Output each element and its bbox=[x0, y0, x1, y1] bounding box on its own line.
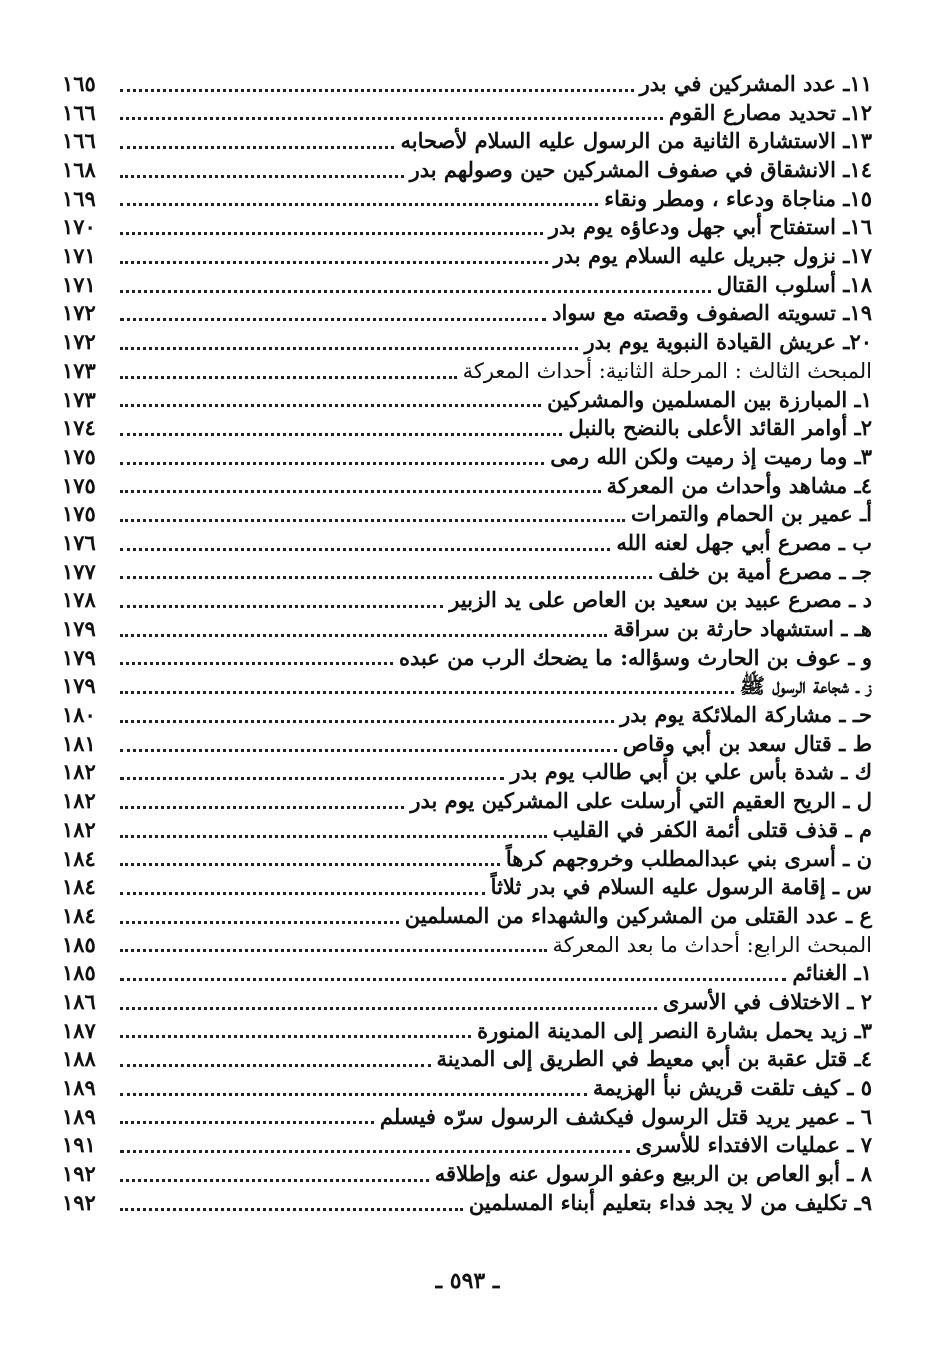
toc-entry bbox=[62, 99, 872, 128]
toc-entry-title: ٤ـ قتل عقبة بن أبي معيط في الطريق إلى المدينة bbox=[436, 1046, 872, 1072]
dot-leader bbox=[120, 892, 485, 895]
toc-entry-title: ١ـ المبارزة بين المسلمين والمشركين bbox=[547, 386, 872, 412]
toc-entry-page: ١٦٦ bbox=[62, 99, 96, 125]
dot-leader bbox=[120, 634, 607, 637]
toc-entry-title: المبحث الثالث : المرحلة الثانية: أحداث المعركة bbox=[462, 358, 872, 383]
dot-leader bbox=[120, 1093, 587, 1096]
toc-entry bbox=[62, 271, 872, 300]
dot-leader bbox=[120, 1208, 463, 1211]
toc-entry-page: ١٦٥ bbox=[62, 70, 96, 96]
toc-entry bbox=[62, 845, 872, 874]
dot-leader bbox=[120, 720, 614, 723]
dot-leader bbox=[120, 863, 500, 866]
toc-entry bbox=[62, 127, 872, 156]
dot-leader bbox=[120, 433, 562, 436]
toc-entry-title: ٦ ـ عمير يريد قتل الرسول فيكشف الرسول سرّه فيسلم bbox=[379, 1103, 872, 1129]
toc-entry-title: ب ـ مصرع أبي جهل لعنه الله bbox=[616, 529, 872, 555]
dot-leader bbox=[120, 835, 547, 838]
page-number: ـ ٥٩٣ ـ bbox=[435, 1268, 500, 1294]
toc-entry bbox=[62, 443, 872, 472]
toc-entry-page: ١٨٥ bbox=[62, 960, 96, 986]
dot-leader bbox=[120, 232, 543, 235]
toc-entry-title: ١٣ـ الاستشارة الثانية من الرسول عليه السلام لأصحابه bbox=[400, 128, 872, 154]
toc-entry bbox=[62, 386, 872, 415]
toc-entry bbox=[62, 1045, 872, 1074]
dot-leader bbox=[120, 749, 617, 752]
toc-entry bbox=[62, 328, 872, 357]
toc-entry bbox=[62, 615, 872, 644]
dot-leader bbox=[120, 203, 598, 206]
toc-entry-page: ١٧٧ bbox=[62, 558, 96, 584]
dot-leader bbox=[120, 376, 457, 379]
toc-entry bbox=[62, 873, 872, 902]
toc-entry-title: ١٨ـ أسلوب القتال bbox=[716, 271, 872, 297]
toc-entry bbox=[62, 558, 872, 587]
toc-entry-title: حـ ـ مشاركة الملائكة يوم بدر bbox=[620, 702, 872, 728]
dot-leader bbox=[120, 519, 625, 522]
toc-entry bbox=[62, 988, 872, 1017]
dot-leader bbox=[120, 978, 786, 981]
dot-leader bbox=[120, 175, 404, 178]
toc-entry-page: ١٨٧ bbox=[62, 1017, 96, 1043]
toc-entry-page: ١٨٩ bbox=[62, 1075, 96, 1101]
toc-entry bbox=[62, 586, 872, 615]
toc-entry-title: ٢ـ أوامر القائد الأعلى بالنضح بالنبل bbox=[568, 415, 872, 441]
toc-entry-page: ١٧٣ bbox=[62, 386, 96, 412]
toc-section-heading bbox=[62, 357, 872, 386]
dot-leader bbox=[120, 117, 663, 120]
toc-entry-title: ٩ـ تكليف من لا يجد فداء بتعليم أبناء المسلمين bbox=[468, 1189, 872, 1215]
toc-section-heading bbox=[62, 931, 872, 960]
toc-entry bbox=[62, 1131, 872, 1160]
dot-leader bbox=[120, 490, 601, 493]
toc-entry-page: ١٨٨ bbox=[62, 1046, 96, 1072]
toc-entry-title: ٤ـ مشاهد وأحداث من المعركة bbox=[606, 472, 872, 498]
toc-entry-title: ٥ ـ كيف تلقت قريش نبأ الهزيمة bbox=[593, 1075, 872, 1101]
toc-entry-page: ١٧٢ bbox=[62, 300, 96, 326]
toc-entry-title: ن ـ أسرى بني عبدالمطلب وخروجهم كرهاً bbox=[505, 845, 872, 871]
toc-entry-page: ١٧٢ bbox=[62, 329, 96, 355]
toc-entry-page: ١٦٩ bbox=[62, 185, 96, 211]
dot-leader bbox=[120, 806, 404, 809]
toc-entry-page: ١٨١ bbox=[62, 730, 96, 756]
toc-entry-title: ١٥ـ مناجاة ودعاء ، ومطر ونقاء bbox=[604, 185, 872, 211]
toc-entry bbox=[62, 156, 872, 185]
toc-entry-title: ١٤ـ الانشقاق في صفوف المشركين حين وصولهم بدر bbox=[409, 157, 872, 183]
toc-entry bbox=[62, 472, 872, 501]
toc-entry-page: ١٧١ bbox=[62, 243, 96, 269]
toc-entry bbox=[62, 959, 872, 988]
toc-entry-title: و ـ عوف بن الحارث وسؤاله: ما يضحك الرب من عبده bbox=[399, 644, 872, 670]
toc-entry-title: ٣ـ وما رميت إذ رميت ولكن الله رمى bbox=[550, 443, 872, 469]
dot-leader bbox=[120, 1150, 630, 1153]
toc-entry-title: ٣ـ زيد يحمل بشارة النصر إلى المدينة المنورة bbox=[477, 1017, 872, 1043]
toc-entry-title: ١ـ الغنائم bbox=[792, 960, 872, 986]
toc-entry bbox=[62, 500, 872, 529]
dot-leader bbox=[120, 949, 547, 952]
toc-entry-title: ١١ـ عدد المشركين في بدر bbox=[639, 70, 872, 96]
toc-entry bbox=[62, 1160, 872, 1189]
toc-entry-title: ٢ ـ الاختلاف في الأسرى bbox=[662, 988, 872, 1014]
toc-entry-page: ١٧٩ bbox=[62, 644, 96, 670]
dot-leader bbox=[120, 921, 399, 924]
toc-entry bbox=[62, 1189, 872, 1218]
toc-entry-page: ١٨٦ bbox=[62, 988, 96, 1014]
toc-entry-page: ١٩٢ bbox=[62, 1161, 96, 1187]
toc-entry-title: ط ـ قتال سعد بن أبي وقاص bbox=[622, 730, 872, 756]
dot-leader bbox=[120, 662, 393, 665]
toc-entry-title: ١٦ـ استفتاح أبي جهل ودعاؤه يوم بدر bbox=[548, 214, 872, 240]
toc-entry-title: ع ـ عدد القتلى من المشركين والشهداء من المسلمين bbox=[404, 902, 872, 928]
toc-entry-title: ٨ ـ أبو العاص بن الربيع وعفو الرسول عنه وإطلاقه bbox=[434, 1161, 872, 1187]
dot-leader bbox=[120, 1007, 657, 1010]
toc-entry-page: ١٨٢ bbox=[62, 816, 96, 842]
toc-entry-page: ١٧٠ bbox=[62, 214, 96, 240]
toc-entry-page: ١٧٩ bbox=[62, 673, 96, 699]
toc-entry-page: ١٦٨ bbox=[62, 157, 96, 183]
toc-entry-page: ١٦٦ bbox=[62, 128, 96, 154]
toc-entry-title: س ـ إقامة الرسول عليه السلام في بدر ثلاثاً bbox=[490, 874, 872, 900]
toc-entry-page: ١٨٤ bbox=[62, 874, 96, 900]
toc-entry bbox=[62, 902, 872, 931]
toc-entry-title: ١٧ـ نزول جبريل عليه السلام يوم بدر bbox=[553, 243, 872, 269]
toc-entry-title: د ـ مصرع عبيد بن سعيد بن العاص على يد الزبير bbox=[449, 587, 872, 613]
dot-leader bbox=[120, 1064, 431, 1067]
dot-leader bbox=[120, 462, 544, 465]
toc-entry bbox=[62, 672, 872, 701]
toc-entry-page: ١٧٥ bbox=[62, 443, 96, 469]
table-of-contents bbox=[62, 70, 872, 1218]
dot-leader bbox=[120, 347, 578, 350]
toc-entry-title: ل ـ الريح العقيم التي أرسلت على المشركين يوم بدر bbox=[410, 788, 872, 814]
toc-entry-title: ١٢ـ تحديد مصارع القوم bbox=[668, 99, 872, 125]
toc-entry-title: ٧ ـ عمليات الافتداء للأسرى bbox=[635, 1132, 872, 1158]
toc-entry bbox=[62, 414, 872, 443]
toc-entry-page: ١٨٤ bbox=[62, 845, 96, 871]
toc-entry bbox=[62, 816, 872, 845]
toc-entry-title: جـ ـ مصرع أمية بن خلف bbox=[658, 558, 872, 584]
toc-entry-page: ١٨٩ bbox=[62, 1103, 96, 1129]
toc-entry-title: ١٩ـ تسويته الصفوف وقصته مع سواد bbox=[552, 300, 872, 326]
toc-entry bbox=[62, 185, 872, 214]
dot-leader bbox=[120, 576, 652, 579]
dot-leader bbox=[120, 146, 394, 149]
toc-entry bbox=[62, 1103, 872, 1132]
toc-entry bbox=[62, 701, 872, 730]
toc-entry-title: ٢٠ـ عريش القيادة النبوية يوم بدر bbox=[584, 329, 872, 355]
dot-leader bbox=[120, 691, 734, 694]
dot-leader bbox=[120, 548, 610, 551]
dot-leader bbox=[120, 404, 541, 407]
dot-leader bbox=[120, 318, 546, 321]
toc-entry-page: ١٧٤ bbox=[62, 415, 96, 441]
toc-entry-page: ١٧١ bbox=[62, 271, 96, 297]
dot-leader bbox=[120, 290, 711, 293]
toc-entry-page: ١٨٤ bbox=[62, 902, 96, 928]
toc-entry bbox=[62, 787, 872, 816]
toc-entry bbox=[62, 300, 872, 329]
toc-entry-title: ز ـ شجاعة الرسول ﷺ bbox=[739, 673, 872, 699]
dot-leader bbox=[120, 261, 548, 264]
toc-entry-title: م ـ قذف قتلى أئمة الكفر في القليب bbox=[552, 816, 872, 842]
dot-leader bbox=[120, 1121, 374, 1124]
toc-entry-page: ١٨٠ bbox=[62, 702, 96, 728]
toc-entry-page: ١٧٦ bbox=[62, 529, 96, 555]
toc-entry bbox=[62, 1074, 872, 1103]
toc-entry-page: ١٧٩ bbox=[62, 616, 96, 642]
toc-entry-page: ١٨٥ bbox=[62, 931, 96, 957]
toc-entry-page: ١٩١ bbox=[62, 1132, 96, 1158]
toc-entry-title: المبحث الرابع: أحداث ما بعد المعركة bbox=[552, 932, 872, 957]
toc-entry-title: أـ عمير بن الحمام والتمرات bbox=[630, 501, 872, 527]
toc-entry bbox=[62, 730, 872, 759]
toc-entry-page: ١٧٥ bbox=[62, 501, 96, 527]
toc-entry-title: هـ ـ استشهاد حارثة بن سراقة bbox=[613, 616, 872, 642]
toc-entry-page: ١٩٢ bbox=[62, 1189, 96, 1215]
toc-entry-title: ك ـ شدة بأس علي بن أبي طالب يوم بدر bbox=[510, 759, 872, 785]
toc-entry-page: ١٨٢ bbox=[62, 759, 96, 785]
toc-entry-page: ١٨٢ bbox=[62, 788, 96, 814]
toc-entry bbox=[62, 529, 872, 558]
toc-entry-page: ١٧٣ bbox=[62, 357, 96, 383]
dot-leader bbox=[120, 1035, 471, 1038]
toc-entry bbox=[62, 1017, 872, 1046]
toc-entry bbox=[62, 644, 872, 673]
toc-entry bbox=[62, 70, 872, 99]
toc-entry bbox=[62, 213, 872, 242]
dot-leader bbox=[120, 605, 443, 608]
dot-leader bbox=[120, 89, 634, 92]
toc-entry-page: ١٧٥ bbox=[62, 472, 96, 498]
toc-entry bbox=[62, 759, 872, 788]
toc-entry bbox=[62, 242, 872, 271]
dot-leader bbox=[120, 777, 504, 780]
toc-entry-page: ١٧٨ bbox=[62, 587, 96, 613]
dot-leader bbox=[120, 1179, 429, 1182]
